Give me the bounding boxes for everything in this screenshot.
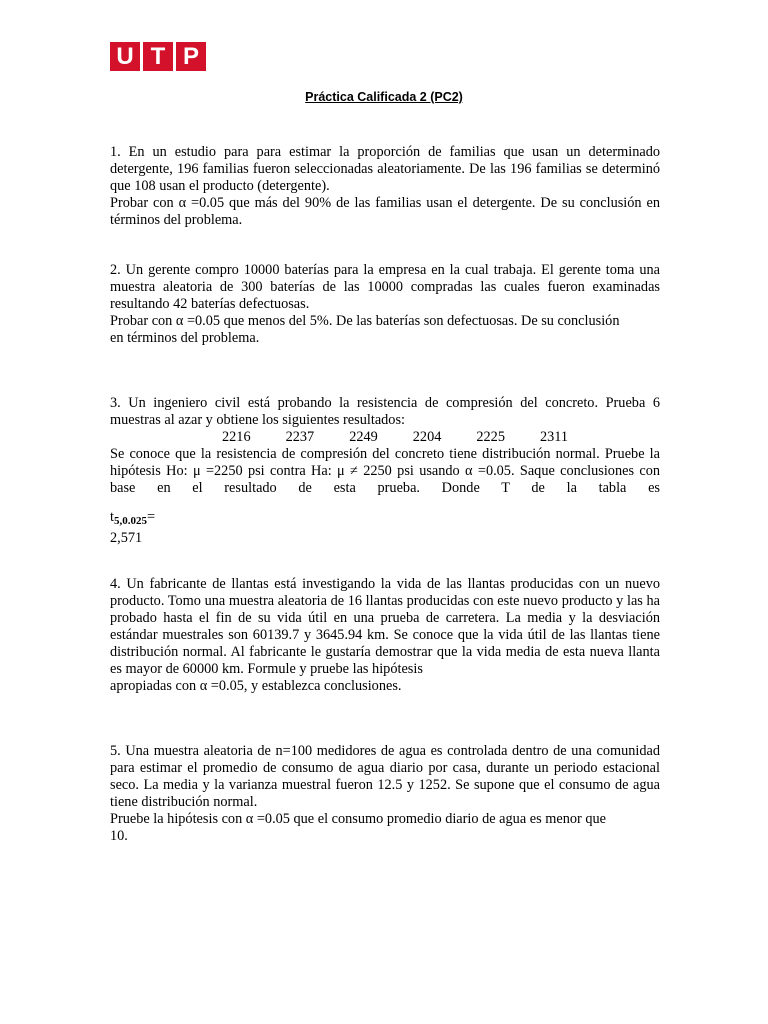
sample-value: 2237 (285, 429, 315, 445)
question-3-task: Se conoce que la resistencia de compresión del concreto tiene distribución normal. Pruebe la hipótesis Ho: μ =2250 psi contra Ha: μ ≠ 2250 psi usando α =0.05. Saque conclusiones con base en el resultado de esta prueba. Donde T de la tabla es (110, 446, 660, 496)
utp-logo (110, 42, 206, 71)
question-5-statement: 5. Una muestra aleatoria de n=100 medidores de agua es controlada dentro de una comunidad para estimar el promedio de consumo de agua diario por casa, durante un periodo estacional seco. La media y la varianza muestral fueron 12.5 y 1252. Se supone que el consumo de agua tiene distribución normal. (110, 743, 660, 810)
question-2 (110, 262, 660, 347)
question-3-t-formula (110, 509, 660, 530)
question-1 (110, 144, 660, 229)
question-4-statement: 4. Un fabricante de llantas está investigando la vida de las llantas producidas con un nuevo producto. Tomo una muestra aleatoria de 16 llantas producidas con este nuevo producto y las ha probado hasta el fin de su vida útil en una prueba de carretera. La media y la desviación estándar muestrales son 60139.7 y 3645.94 km. Se conoce que la vida útil de las llantas tiene distribución normal. Al fabricante le gustaría demostrar que la vida media de esta nueva llanta es mayor de 60000 km. Formule y pruebe las hipótesis (110, 576, 660, 677)
sample-value: 2311 (539, 429, 569, 445)
question-3-sample-values (110, 429, 660, 446)
logo-letter-u: U (110, 42, 140, 71)
question-4 (110, 576, 660, 695)
page-title: Práctica Calificada 2 (PC2) (305, 90, 463, 104)
question-1-task: Probar con α =0.05 que más del 90% de las familias usan el detergente. De su conclusión en términos del problema. (110, 195, 660, 228)
sample-value: 2225 (476, 429, 505, 445)
t-subscript: 5,0.025 (113, 515, 147, 527)
question-5-task: Pruebe la hipótesis con α =0.05 que el consumo promedio diario de agua es menor que (110, 811, 606, 827)
question-1-statement: 1. En un estudio para para estimar la proporción de familias que usan un determinado detergente, 196 familias fueron seleccionadas aleatoriamente. De las 196 familias se determinó que 108 usan el producto (detergente). (110, 144, 660, 194)
logo-letter-p: P (176, 42, 206, 71)
t-equals: = (146, 509, 156, 525)
question-3 (110, 395, 660, 547)
logo-letter-t: T (143, 42, 173, 71)
sample-value: 2249 (349, 429, 378, 445)
question-3-statement: 3. Un ingeniero civil está probando la resistencia de compresión del concreto. Prueba 6 muestras al azar y obtiene los siguientes resultados: (110, 395, 660, 428)
question-2-task-end: en términos del problema. (110, 330, 260, 346)
sample-value: 2204 (412, 429, 442, 445)
question-2-task: Probar con α =0.05 que menos del 5%. De las baterías son defectuosas. De su conclusión (110, 313, 620, 329)
question-5 (110, 743, 660, 845)
question-3-t-value: 2,571 (110, 530, 143, 546)
t-symbol: t (110, 509, 114, 525)
sample-value: 2216 (222, 429, 251, 445)
question-2-statement: 2. Un gerente compro 10000 baterías para la empresa en la cual trabaja. El gerente toma una muestra aleatoria de 300 baterías de las 10000 compradas las cuales fueron examinadas resultando 42 baterías defectuosas. (110, 262, 660, 312)
question-4-task: apropiadas con α =0.05, y establezca conclusiones. (110, 678, 402, 694)
question-5-task-end: 10. (110, 828, 128, 844)
